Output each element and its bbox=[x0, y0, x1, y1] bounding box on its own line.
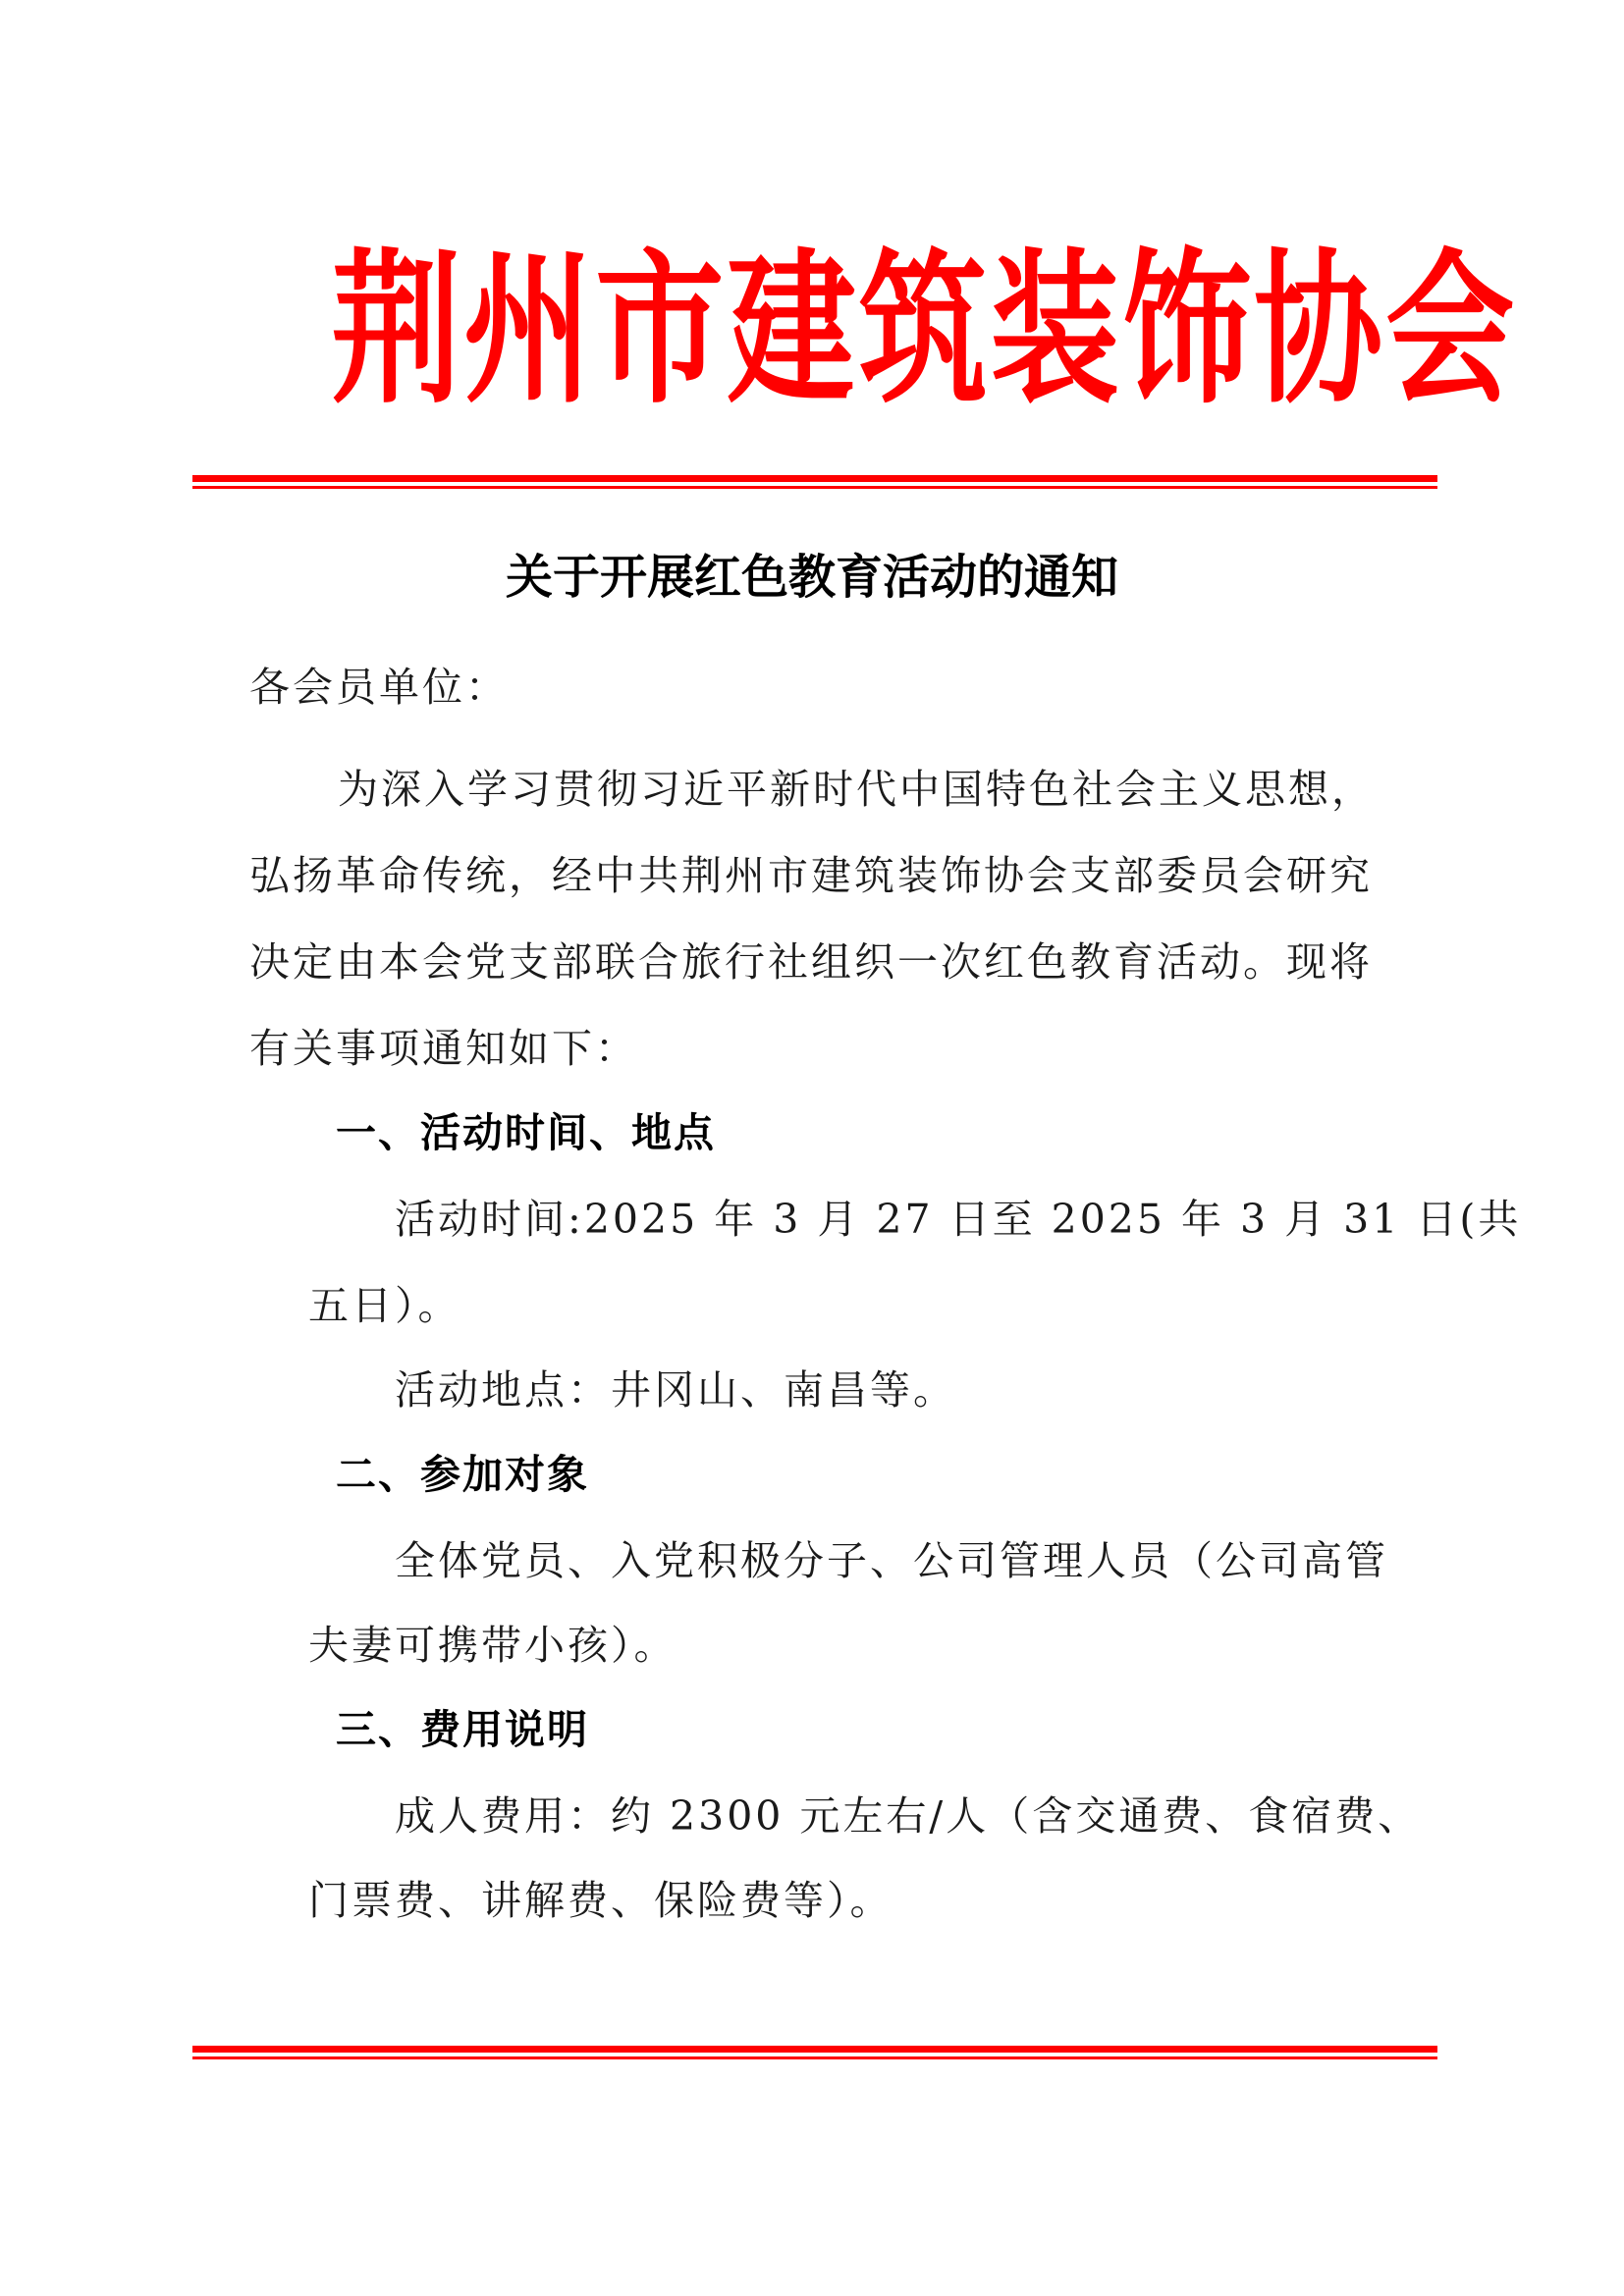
masthead-rule-thick bbox=[192, 475, 1437, 482]
section-line: 夫妻可携带小孩）。 bbox=[308, 1622, 677, 1669]
intro-line: 弘扬革命传统，经中共荆州市建筑装饰协会支部委员会研究 bbox=[249, 852, 1373, 899]
masthead-rule-thin bbox=[192, 486, 1437, 489]
section-line: 五日）。 bbox=[308, 1282, 461, 1329]
section-line: 全体党员、入党积极分子、公司管理人员（公司高管 bbox=[395, 1537, 1388, 1584]
intro-line: 有关事项通知如下： bbox=[249, 1025, 638, 1072]
document-title: 关于开展红色教育活动的通知 bbox=[505, 550, 1118, 605]
section-heading: 一、活动时间、地点 bbox=[336, 1109, 716, 1156]
intro-line: 决定由本会党支部联合旅行社组织一次红色教育活动。现将 bbox=[249, 938, 1373, 986]
masthead-org-name: 荆州市建筑装饰协会 bbox=[331, 232, 1518, 426]
section-line: 门票费、讲解费、保险费等）。 bbox=[308, 1877, 893, 1924]
section-heading: 二、参加对象 bbox=[336, 1451, 589, 1498]
section-line: 成人费用：约 2300 元左右/人（含交通费、食宿费、 bbox=[395, 1792, 1422, 1840]
section-heading: 三、费用说明 bbox=[336, 1706, 589, 1753]
footer-rule-thick bbox=[192, 2046, 1437, 2053]
section-line: 活动地点：井冈山、南昌等。 bbox=[395, 1366, 956, 1414]
section-line: 活动时间:2025 年 3 月 27 日至 2025 年 3 月 31 日(共 bbox=[395, 1196, 1522, 1243]
footer-rule-thin bbox=[192, 2056, 1437, 2059]
intro-line: 为深入学习贯彻习近平新时代中国特色社会主义思想， bbox=[338, 766, 1375, 813]
salutation: 各会员单位： bbox=[249, 664, 509, 711]
